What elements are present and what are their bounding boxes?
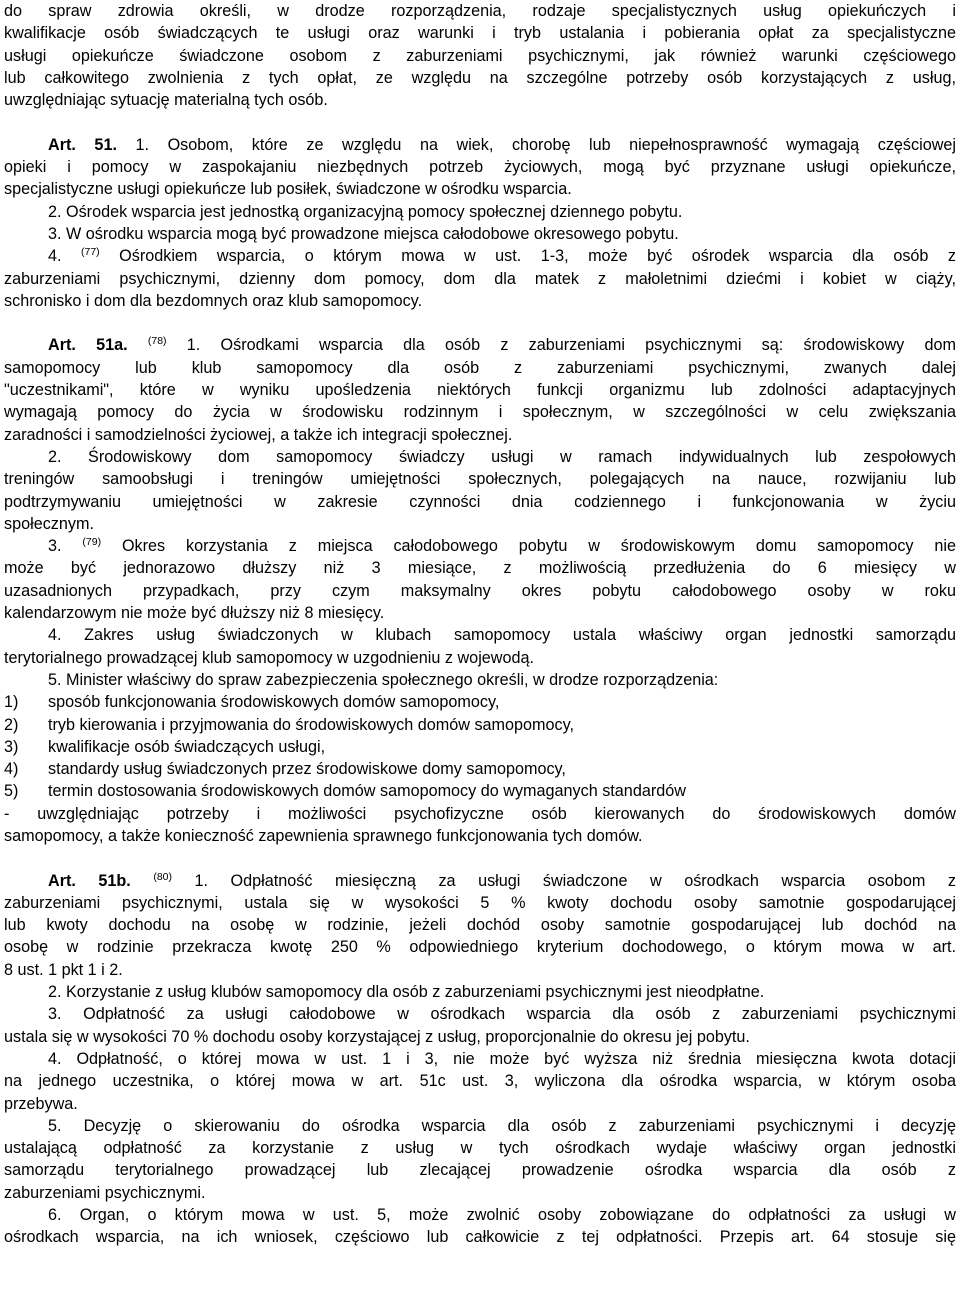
line-text: specjalistyczne usługi opiekuńcze lub posiłek, świadczone w ośrodku wsparcia.	[4, 180, 572, 199]
line-text: osobę w rodzinie przekracza kwotę 250 % odpowiedniego kryterium dochodowego, o którym mowa w art.	[4, 938, 956, 957]
line-text: 2. Korzystanie z usług klubów samopomocy dla osób z zaburzeniami psychicznymi jest nieodpłatne.	[48, 983, 765, 1002]
text-line	[4, 357, 956, 379]
text-line	[4, 401, 956, 423]
text-line	[4, 1159, 956, 1181]
line-text: kwalifikacje osób świadczących te usługi oraz warunki i tryb ustalania i pobierania opłat za specjalistyczne	[4, 24, 956, 43]
list-item-number: 1)	[4, 693, 19, 712]
line-text: zaburzeniami psychicznymi.	[4, 1183, 206, 1202]
list-item-text: termin dostosowania środowiskowych domów samopomocy do wymaganych standardów	[48, 782, 686, 801]
line-text: opieki i pomocy w zaspokajaniu niezbędnych potrzeb życiowych, mogą być przyznane usługi opiekuńcze,	[4, 158, 956, 177]
list-item	[4, 714, 956, 736]
list-item-text: sposób funkcjonowania środowiskowych domów samopomocy,	[48, 693, 500, 712]
text-line	[4, 580, 956, 602]
line-text: - uwzględniając potrzeby i możliwości psychofizyczne osób kierowanych do środowiskowych domów	[4, 804, 956, 823]
text-line	[4, 959, 956, 981]
footnote-reference: (77)	[80, 246, 100, 259]
list-item-text: tryb kierowania i przyjmowania do środowiskowych domów samopomocy,	[48, 715, 574, 734]
line-text: 2. Ośrodek wsparcia jest jednostką organizacyjną pomocy społecznej dziennego pobytu.	[48, 202, 683, 221]
line-text: lub całkowitego zwolnienia z tych opłat, ze względu na szczególne potrzeby osób korzystających z usług,	[4, 68, 956, 87]
text-line	[4, 1048, 956, 1070]
text-line	[4, 1115, 956, 1137]
line-text: 1. Osobom, które ze względu na wiek, chorobę lub niepełnosprawność wymagają częściowej	[116, 135, 956, 154]
line-text: 8 ust. 1 pkt 1 i 2.	[4, 960, 123, 979]
line-text: ośrodkach wsparcia, na ich wniosek, częściowo lub całkowicie z tej odpłatności. Przepis art. 64 stosuje się	[4, 1228, 956, 1247]
line-text: treningów samoobsługi i treningów umiejętności społecznych, polegających na nauce, rozwijaniu lub	[4, 470, 956, 489]
text-line	[4, 89, 956, 111]
text-line	[4, 1003, 956, 1025]
text-line	[4, 424, 956, 446]
text-line	[4, 1093, 956, 1115]
text-line	[4, 535, 956, 557]
footnote-reference: (80)	[153, 870, 173, 883]
list-item	[4, 736, 956, 758]
text-line	[4, 870, 956, 892]
line-text: zaradności i samodzielności życiowej, a także ich integracji społecznej.	[4, 425, 513, 444]
text-line	[4, 379, 956, 401]
text-line	[4, 602, 956, 624]
line-text: do spraw zdrowia określi, w drodze rozporządzenia, rodzaje specjalistycznych usług opiekuńczych i	[4, 2, 956, 20]
text-line	[4, 892, 956, 914]
list-item-text: standardy usług świadczonych przez środowiskowe domy samopomocy,	[48, 760, 566, 779]
list-item	[4, 758, 956, 780]
list-item-number: 4)	[4, 760, 19, 779]
line-text: uwzględniając sytuację materialną tych osób.	[4, 91, 328, 110]
text-line	[4, 1137, 956, 1159]
line-text: schronisko i dom dla bezdomnych oraz klub samopomocy.	[4, 291, 423, 310]
text-line	[4, 513, 956, 535]
footnote-reference: (78)	[147, 335, 167, 348]
text-line	[4, 290, 956, 312]
line-text: 5. Decyzję o skierowaniu do ośrodka wsparcia dla osób z zaburzeniami psychicznymi i decyzję	[48, 1116, 956, 1135]
text-line	[4, 914, 956, 936]
text-line	[4, 981, 956, 1003]
article-heading: Art. 51b.	[48, 871, 131, 890]
text-line	[4, 334, 956, 356]
text-line	[4, 936, 956, 958]
line-text: 6. Organ, o którym mowa w ust. 5, może zwolnić osoby zobowiązane do odpłatności za usługi w	[48, 1206, 956, 1225]
text-line	[4, 1070, 956, 1092]
article-heading: Art. 51.	[48, 135, 117, 154]
text-line	[4, 223, 956, 245]
text-line	[4, 268, 956, 290]
text-line	[4, 468, 956, 490]
text-line	[4, 156, 956, 178]
paragraph-gap	[4, 312, 956, 334]
line-text: 4. Odpłatność, o której mowa w ust. 1 i 3, nie może być wyższa niż średnia miesięczna kwota dotacji	[48, 1049, 956, 1068]
line-text: przebywa.	[4, 1094, 78, 1113]
line-text: terytorialnego prowadzącej klub samopomocy w uzgodnieniu z wojewodą.	[4, 648, 534, 667]
line-text: ustalającą odpłatność za korzystanie z usług w tych ośrodkach wydaje właściwy organ jednostki	[4, 1139, 956, 1158]
text-line	[4, 557, 956, 579]
list-item-number: 5)	[4, 782, 19, 801]
list-item	[4, 780, 956, 802]
text-line	[4, 647, 956, 669]
line-text: 4. Zakres usług świadczonych w klubach samopomocy ustala właściwy organ jednostki samorządu	[48, 626, 956, 645]
line-text: na jednego uczestnika, o której mowa w art. 51c ust. 3, wyliczona dla ośrodka wsparcia, w którym osoba	[4, 1072, 956, 1091]
text-line	[4, 624, 956, 646]
line-text: 1. Ośrodkami wsparcia dla osób z zaburzeniami psychicznymi są: środowiskowy dom	[166, 336, 956, 355]
text-line	[4, 1226, 956, 1248]
line-text: samopomocy, a także konieczność zapewnienia sprawnego funkcjonowania tych domów.	[4, 826, 643, 845]
article-heading: Art. 51a.	[48, 336, 128, 355]
text-line	[4, 245, 956, 267]
line-text: 3. Odpłatność za usługi całodobowe w ośrodkach wsparcia dla osób z zaburzeniami psychicznymi	[48, 1005, 956, 1024]
list-item-number: 3)	[4, 737, 19, 756]
line-text: uzasadnionych przypadkach, przy czym maksymalny okres pobytu całodobowego osoby w roku	[4, 581, 956, 600]
line-text: ustala się w wysokości 70 % dochodu osoby korzystającej z usług, proporcjonalnie do okresu jej pobytu.	[4, 1027, 750, 1046]
line-text: usługi opiekuńcze świadczone osobom z zaburzeniami psychicznymi, jak również warunki częściowego	[4, 46, 956, 65]
text-line	[4, 45, 956, 67]
text-line	[4, 178, 956, 200]
line-text: 5. Minister właściwy do spraw zabezpieczenia społecznego określi, w drodze rozporządzenia:	[48, 670, 719, 689]
list-item	[4, 691, 956, 713]
line-text: Ośrodkiem wsparcia, o którym mowa w ust. 1-3, może być ośrodek wsparcia dla osób z	[99, 247, 956, 266]
text-line	[4, 22, 956, 44]
paragraph-gap	[4, 111, 956, 133]
line-text: zaburzeniami psychicznymi, dzienny dom pomocy, dom dla matek z małoletnimi dziećmi i kobiet w ciąży,	[4, 269, 956, 288]
line-text: społecznym.	[4, 514, 94, 533]
text-line	[4, 0, 956, 22]
line-text: samorządu terytorialnego prowadzącej lub zlecającej prowadzenie ośrodka wsparcia dla osób z	[4, 1161, 956, 1180]
line-text: wymagają pomocy do życia w środowisku rodzinnym i społecznym, w szczególności w celu zwiększania	[4, 403, 956, 422]
line-text: podtrzymywaniu umiejętności w zakresie czynności dnia codziennego i funkcjonowania w życiu	[4, 492, 956, 511]
list-item-text: kwalifikacje osób świadczących usługi,	[48, 737, 326, 756]
line-text: "uczestnikami", które w wyniku upośledzenia niektórych funkcji organizmu lub zdolności adaptacyjnych	[4, 381, 956, 400]
text-line	[4, 1026, 956, 1048]
text-line	[4, 825, 956, 847]
text-line	[4, 446, 956, 468]
text-line	[4, 201, 956, 223]
paragraph-number: 4.	[48, 247, 81, 266]
paragraph-gap	[4, 847, 956, 869]
text-line	[4, 1182, 956, 1204]
text-line	[4, 803, 956, 825]
line-text: kalendarzowym nie może być dłuższy niż 8 miesięcy.	[4, 604, 385, 623]
list-item-number: 2)	[4, 715, 19, 734]
line-text: 3. W ośrodku wsparcia mogą być prowadzone miejsca całodobowe okresowego pobytu.	[48, 224, 679, 243]
footnote-reference: (79)	[82, 536, 102, 549]
text-line	[4, 491, 956, 513]
text-line	[4, 67, 956, 89]
text-line	[4, 669, 956, 691]
line-text: lub kwoty dochodu na osobę w rodzinie, jeżeli dochód osoby samotnie gospodarującej lub dochód na	[4, 916, 956, 935]
text-line	[4, 134, 956, 156]
line-text: zaburzeniami psychicznymi, ustala się w wysokości 5 % kwoty dochodu osoby samotnie gospodarującej	[4, 893, 956, 912]
line-text: 1. Odpłatność miesięczną za usługi świadczone w ośrodkach wsparcia osobom z	[172, 871, 956, 890]
line-text: samopomocy lub klub samopomocy dla osób z zaburzeniami psychicznymi, zwanych dalej	[4, 358, 956, 377]
text-line	[4, 1204, 956, 1226]
paragraph-number: 3.	[48, 537, 83, 556]
line-text: Okres korzystania z miejsca całodobowego pobytu w środowiskowym domu samopomocy nie	[101, 537, 956, 556]
line-text: 2. Środowiskowy dom samopomocy świadczy usługi w ramach indywidualnych lub zespołowych	[48, 447, 956, 466]
line-text: może być jednorazowo dłuższy niż 3 miesiące, z możliwością przedłużenia do 6 miesięcy w	[4, 559, 956, 578]
